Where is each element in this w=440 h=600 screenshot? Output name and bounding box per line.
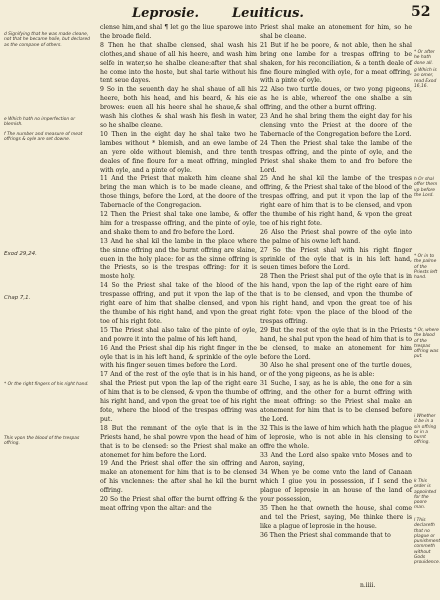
right-text-column — [260, 24, 412, 541]
verse-text: 27 So the Priest shal with his right finger sprinkle of the oyle that is in his left hand, seuen times before the Lord. — [260, 246, 412, 272]
verse-text: 17 And of the rest of the oyle that is in his hand, shal the Priest put vpon the lap of the right eare of him that is to be clensed, & vpon the thumbe of his right hand, and vpon the great toe of his right fote, where the blood of the trespas offring was put. — [100, 371, 257, 423]
verse-text: 32 This is the lawe of him which hath the plague of leprosie, who is not able in his clensing to offre the whole. — [260, 424, 412, 450]
running-head-book-center: Leuiticus. — [232, 6, 304, 21]
margin-note: * Or after he hath done all. — [414, 50, 435, 66]
verse-text: clense him,and shal ¶ let go the liue sparowe into the broade field. — [100, 24, 257, 40]
verse-text: 13 And he shal kil the lambe in the place where the sinne offring and the burnt offring are slaine, euen in the holy place: for as the sinne offring is the Priests, so is the trespas offring: for it is moste holy. — [100, 237, 257, 281]
verse-text: 9 So in the seuenth day he shal shaue of all his heere, both his head, and his beard, & his eie browes: euen all his heere shal he shaue,& shal wash his clothes & shal wash his flesh in water, so he shalbe cleane. — [100, 86, 257, 129]
verse-text: 25 And he shal kil the lambe of the trespas offring, & the Priest shal take of the blood of the trespas offring, and put it vpon the lap of the right eare of him that is to be clensed, and vpon the thumbe of his right hand, & vpon the great toe of his right fote. — [260, 175, 412, 227]
page-number: 52 — [411, 4, 431, 20]
verse-text: 14 So the Priest shal take of the blood of the trespasse offring, and put it vpon the lap of the right eare of him that shalbe clensed, and vpon the thumbe of his right hand, and vpon the great toe of his right fote. — [100, 282, 257, 325]
verse-text: 30 Also he shal present one of the turtle doues, or of the yong pigeons, as he is able: — [260, 362, 412, 379]
verse-text: 15 The Priest shal also take of the pinte of oyle, and powre it into the palme of his left hand, — [100, 326, 257, 343]
left-text-column — [100, 24, 257, 514]
verse-text: 31 Suche, I say, as he is able, the one for a sin offring, and the other for a burnt offring with the meat offring: so the Priest shal make an atonement for him that is to be clensed before the Lord. — [260, 380, 412, 423]
margin-reference: Exod 29,24. — [4, 251, 37, 257]
margin-note: g Which is an omer, read Exod 16,16. — [414, 68, 437, 89]
verse-text: 12 Then the Priest shal take one lambe, & offer him for a trespasse offring, and the pinte of oyle, and shake them to and fro before the Lord. — [100, 211, 257, 236]
verse-text: 33 And the Lord also spake vnto Moses and to Aaron, saying, — [260, 451, 412, 468]
verse-text: 35 Then he that owneth the house, shal come and tel the Priest, saying, Me thinke there is like a plague of leprosie in the house. — [260, 504, 412, 530]
verse-text: 11 And the Priest that maketh him cleane shal bring the man which is to be made cleane, and those things, before the Lord, at the doore of the Tabernacle of the Congregacion. — [100, 175, 257, 210]
verse-text: 10 Then in the eight day he shal take two he lambes without * blemish, and an ewe lambe of an yere olde without blemish, and thre tenth deales of fine floure for a meat offring, mingled with oyle, and a pinte of oyle. — [100, 130, 257, 174]
margin-note: * Or in to the palme of the Priests left hand. — [414, 254, 438, 281]
signature-mark: n.iiii. — [360, 582, 376, 589]
verse-text: 22 Also two turtle doues, or two yong pigeons, as he is able, whereof the one shalbe a sin offring, and the other a burnt offring. — [260, 86, 412, 112]
verse-text: 28 Then the Priest shal put of the oyle that is in his hand, vpon the lap of the right eare of him that is to be clensed, and vpon the thumbe of his right hand, and vpon the great toe of his right fote: vpon the place of the blood of the trespas offring. — [260, 273, 412, 325]
margin-note: i Whether it be in a sin offring or in a burnt offring. — [414, 414, 437, 446]
verse-text: 23 And he shal bring them the eight day for his clensing vnto the Priest at the doore of the Tabernacle of the Congregation before the Lord. — [260, 113, 412, 138]
verse-text: 36 Then the Priest shal commande that to — [260, 531, 391, 539]
running-head — [0, 2, 440, 24]
margin-note: This vpon the blood of the trespas offring. — [4, 436, 80, 447]
verse-text: 24 Then the Priest shal take the lambe of the trespas offring, and the pinte of oyle, and the Priest shal shake them to and fro before the Lord. — [260, 139, 412, 174]
verse-text: Priest shal make an atonement for him, so he shal be cleane. — [260, 24, 412, 40]
margin-note: * Or the right fingers of his right hand. — [4, 382, 89, 387]
margin-note: e Which hath no imperfection or blemish. — [4, 117, 76, 128]
margin-note: f The number and measure of meat offrings & oyle are set downe. — [4, 132, 83, 143]
verse-text: 16 And the Priest shal dip his right finger in the oyle that is in his left hand, & sprinkle of the oyle with his finger seuen times before the Lord. — [100, 344, 257, 370]
verse-text: 21 But if he be poore, & not able, then he shal bring one lambe for a trespas offring to be shaken, for his reconciliation, & a tenth deale of fine floure mingled with oyle, for a meat offring, with a pinte of oyle. — [260, 41, 412, 85]
verse-text: 20 So the Priest shal offer the burnt offring & the meat offring vpon the altar: and the — [100, 496, 257, 512]
margin-note: l This declareth that no plague or punishment commeth without Gods prouidence. — [414, 518, 440, 566]
running-head-book-left: Leprosie. — [132, 6, 200, 21]
verse-text: 19 And the Priest shal offer the sin offring and make an atonement for him that is to be clensed of his vnclennes: the after shal he kil the burnt offring. — [100, 460, 257, 495]
verse-text: 8 Then he that shalbe clensed, shal wash his clothes,and shaue of all his heere, and wash him selfe in water,so he shalbe cleane:after that shal he come into the hoste, but shal tarie without his tent seue dayes. — [100, 41, 257, 85]
verse-text: 26 Also the Priest shal powre of the oyle into the palme of his owne left hand. — [260, 228, 412, 245]
margin-note: h Or shal offer them vp before the Lord. — [414, 177, 438, 198]
margin-note: * Or, where the blood of the trespas offring was put. — [414, 328, 439, 360]
margin-note: k This order is appointed for the poore man. — [414, 479, 437, 511]
margin-note: d Signifying that he was made cleane, not that he became holie, but declared as the compane of others. — [4, 32, 90, 48]
verse-text: 34 When ye be come vnto the land of Canaan which I giue you in possession, if I send the plague of leprosie in an house of the land of your possession, — [260, 469, 412, 504]
verse-text: 18 But the remnant of the oyle that is in the Priests hand, he shal powre vpon the head of him that is to be clensed: so the Priest shal make an atonemet for him before the Lord. — [100, 424, 257, 459]
margin-reference: Chap 7,1. — [4, 295, 31, 301]
verse-text: 29 But the rest of the oyle that is in the Priests hand, he shal put vpon the head of him that is to be clensed, to make an atonement for him before the Lord. — [260, 326, 412, 361]
